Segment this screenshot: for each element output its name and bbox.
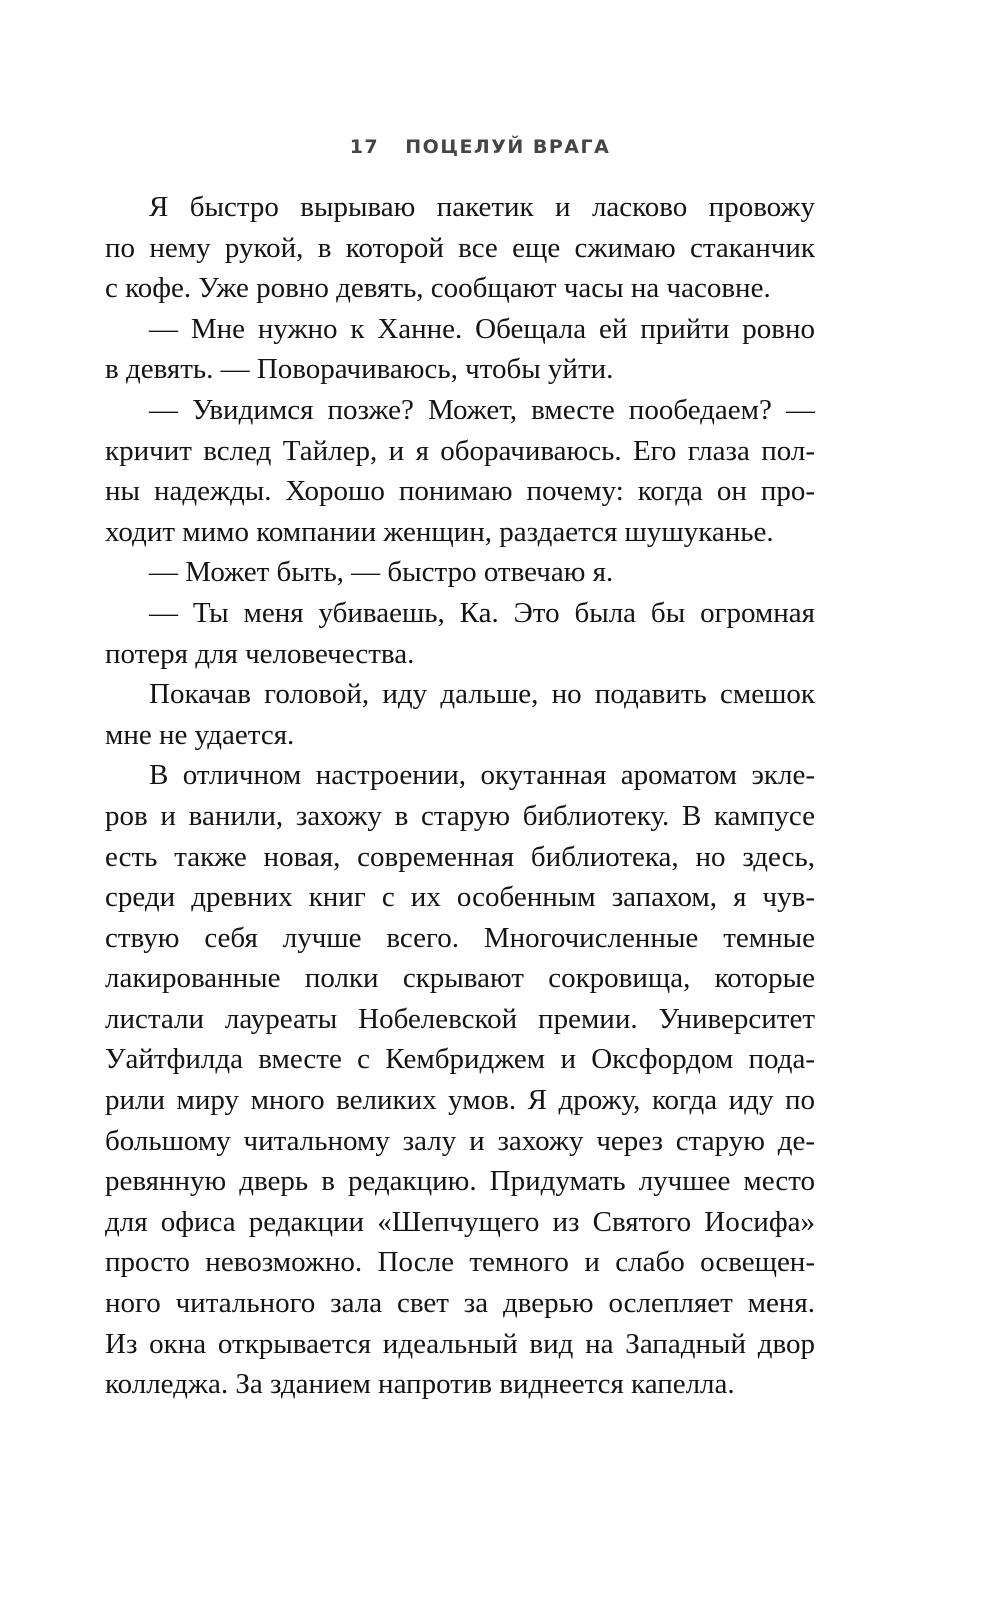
text-line: Я быстро вырываю пакетик и ласково провожу bbox=[149, 191, 815, 223]
text-line: — Ты меня убиваешь, Ка. Это была бы огромная bbox=[149, 596, 815, 629]
text-line: ствую себя лучше всего. Многочисленные темные bbox=[105, 921, 815, 954]
page-number: 17 bbox=[349, 136, 380, 158]
text-line: мне не удается. bbox=[105, 718, 295, 751]
text-line: среди древних книг с их особенным запахом, я чув- bbox=[105, 881, 815, 914]
text-line: кричит вслед Тайлер, и я оборачиваюсь. Его глаза пол- bbox=[105, 434, 815, 467]
text-line: просто невозможно. После темного и слабо освещен- bbox=[105, 1246, 815, 1279]
text-line: есть также новая, современная библиотека, но здесь, bbox=[105, 840, 815, 873]
text-line: с кофе. Уже ровно девять, сообщают часы на часовне. bbox=[105, 272, 771, 305]
text-line: — Мне нужно к Ханне. Обещала ей прийти ровно bbox=[149, 312, 815, 345]
text-line: Покачав головой, иду дальше, но подавить смешок bbox=[149, 678, 815, 711]
running-title: ПОЦЕЛУЙ ВРАГА bbox=[405, 136, 611, 158]
body-text bbox=[105, 187, 815, 1405]
text-line: большому читальному залу и захожу через старую де- bbox=[105, 1124, 815, 1157]
text-line: потеря для человечества. bbox=[105, 637, 415, 670]
text-line: В отличном настроении, окутанная ароматом экле- bbox=[149, 759, 815, 792]
text-line: — Увидимся позже? Может, вместе пообедаем? — bbox=[149, 393, 815, 426]
text-line: для офиса редакции «Шепчущего из Святого Иосифа» bbox=[105, 1205, 815, 1238]
text-line: ны надежды. Хорошо понимаю почему: когда он про- bbox=[105, 475, 815, 508]
text-line: Из окна открывается идеальный вид на Западный двор bbox=[105, 1327, 815, 1360]
text-line: лакированные полки скрывают сокровища, которые bbox=[105, 962, 815, 995]
text-line: Уайтфилда вместе с Кембриджем и Оксфордом пода- bbox=[105, 1043, 815, 1076]
text-line: ходит мимо компании женщин, раздается шушуканье. bbox=[105, 515, 774, 548]
text-line: в девять. — Поворачиваюсь, чтобы уйти. bbox=[105, 353, 614, 386]
text-line: листали лауреаты Нобелевской премии. Университет bbox=[105, 1002, 815, 1035]
text-line: — Может быть, — быстро отвечаю я. bbox=[149, 556, 614, 589]
text-line: рили миру много великих умов. Я дрожу, когда иду по bbox=[105, 1084, 815, 1117]
text-line: ревянную дверь в редакцию. Придумать лучшее место bbox=[105, 1165, 815, 1198]
text-line: по нему рукой, в которой все еще сжимаю стаканчик bbox=[105, 231, 815, 264]
running-header bbox=[0, 136, 960, 158]
text-line: ного читального зала свет за дверью ослепляет меня. bbox=[105, 1287, 815, 1320]
text-line: колледжа. За зданием напротив виднеется капелла. bbox=[105, 1368, 735, 1401]
text-line: ров и ванили, захожу в старую библиотеку. В кампусе bbox=[105, 799, 815, 832]
